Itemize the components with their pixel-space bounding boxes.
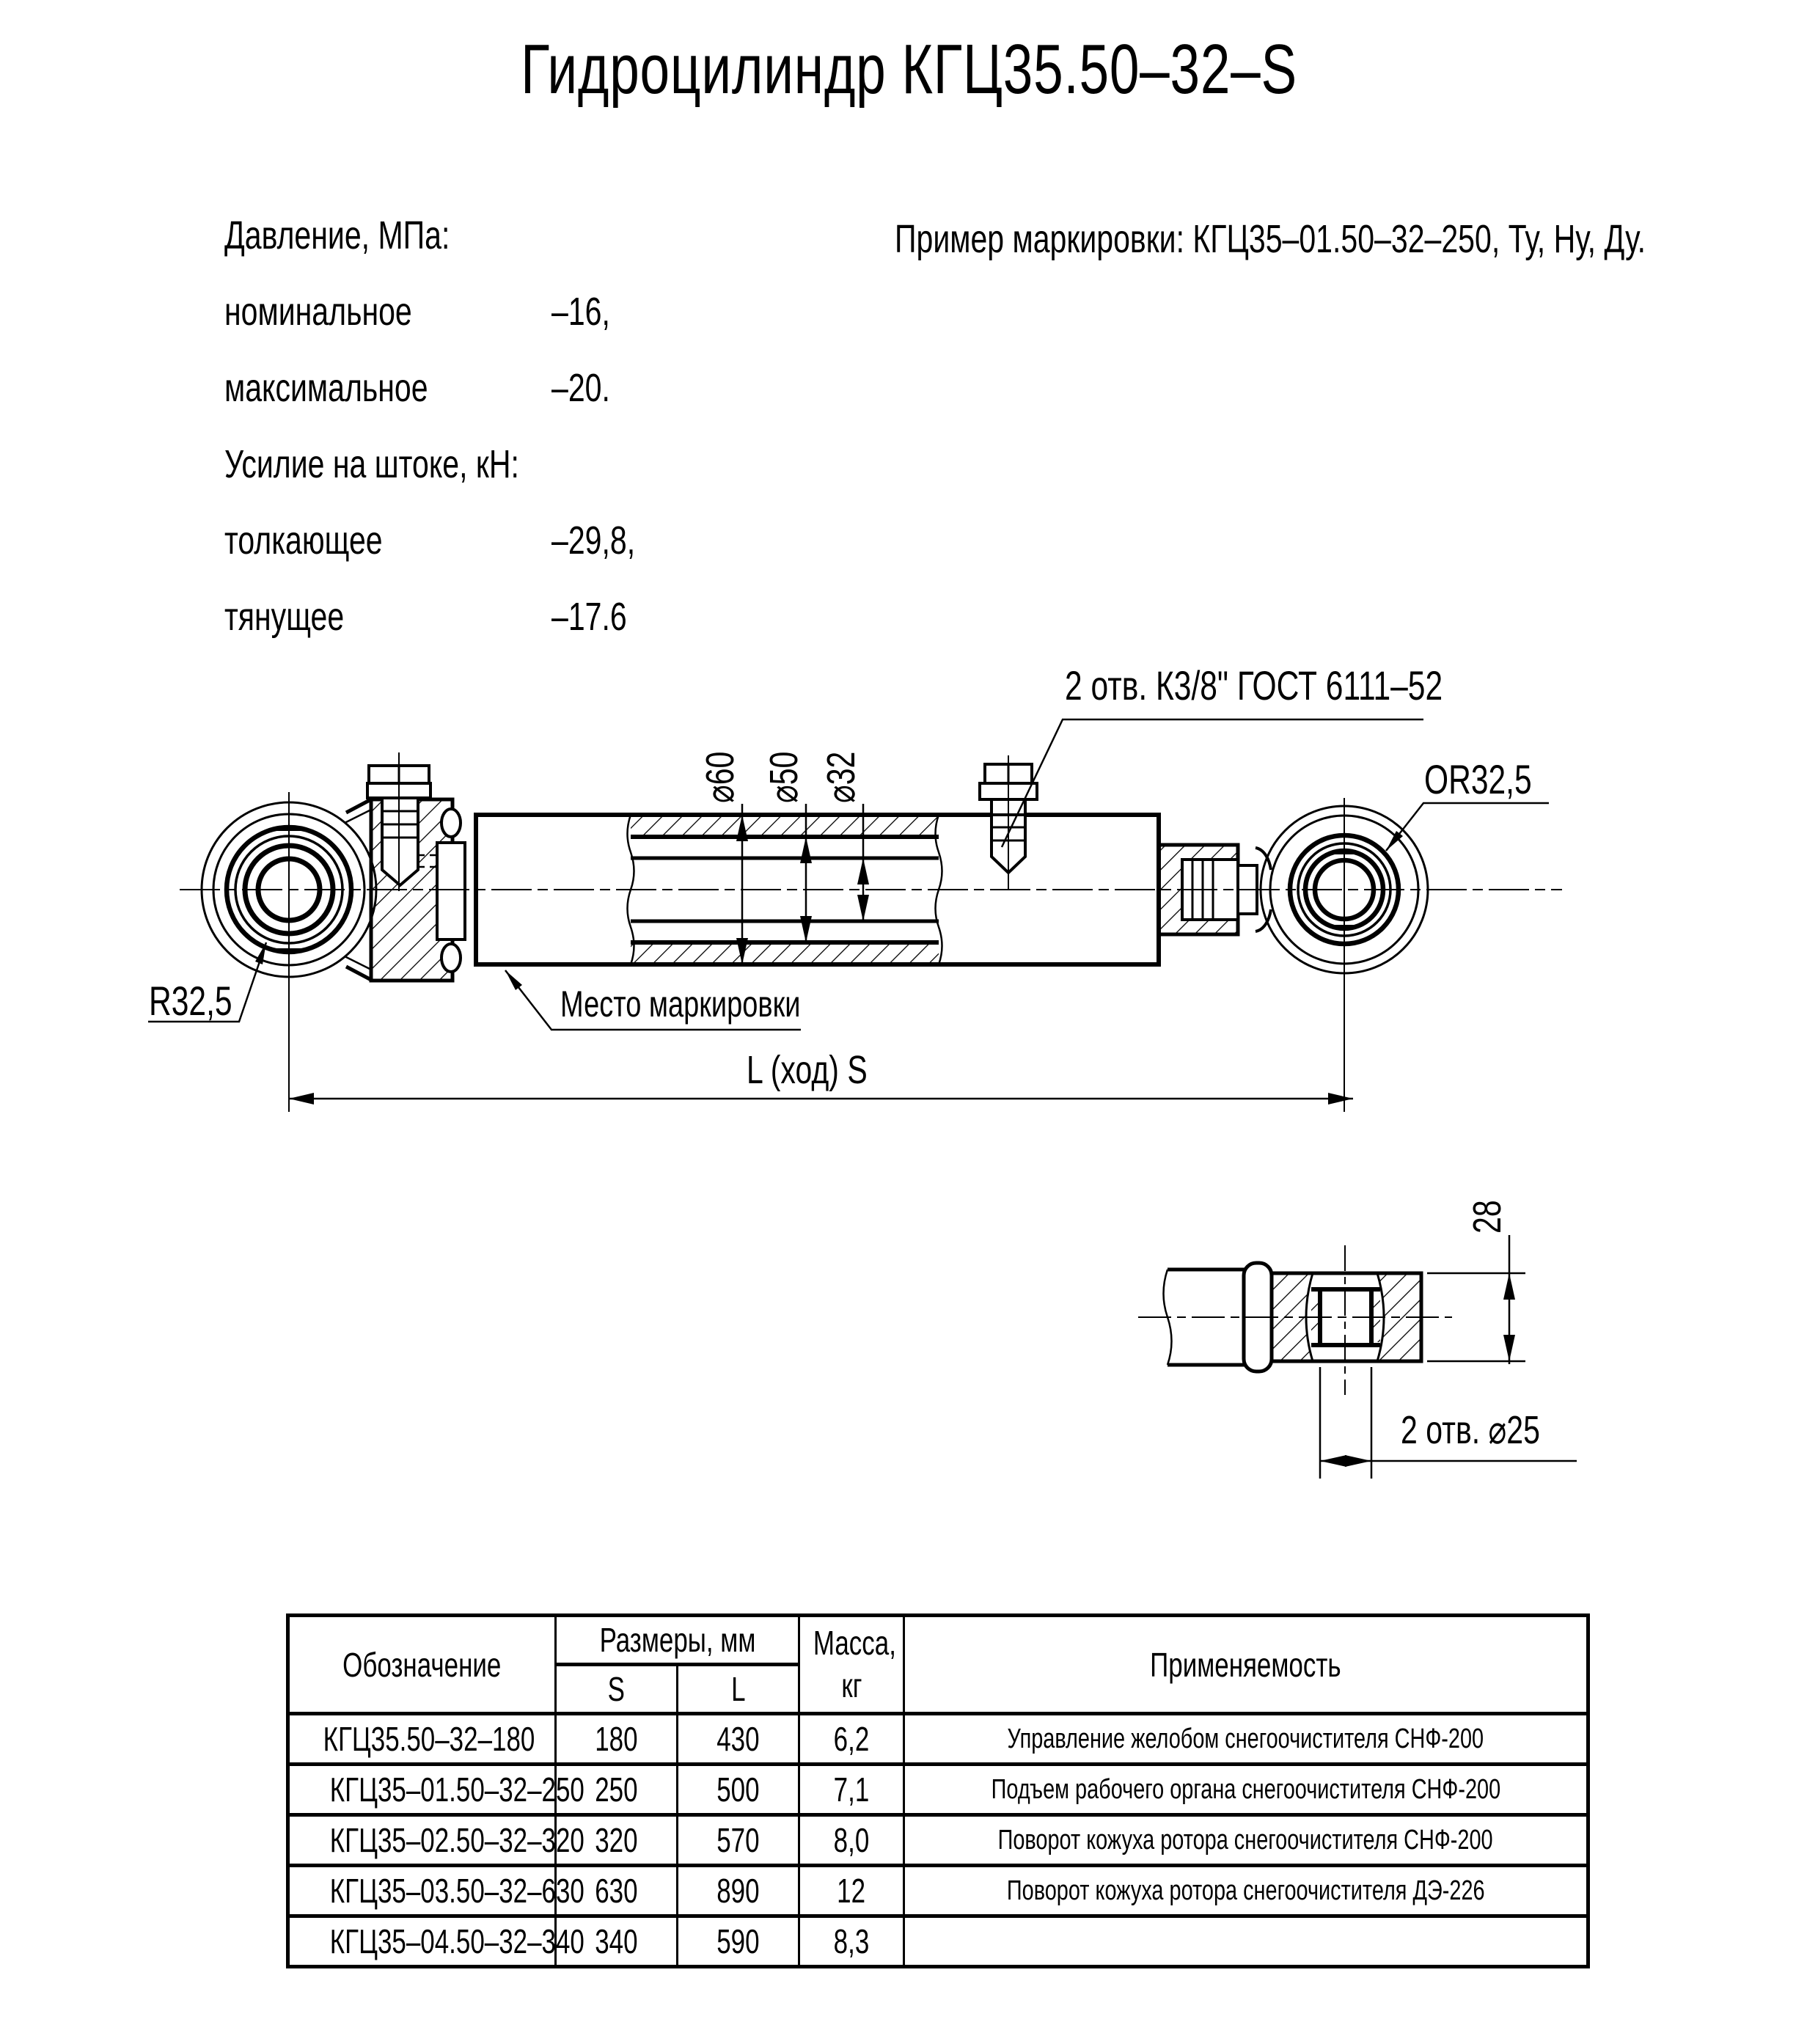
variants-table xyxy=(286,1613,1590,1968)
stroke-dim-label: L (ход) S xyxy=(746,1048,868,1092)
marking-example: Пример маркировки: КГЦ35–01.50–32–250, Ту, Ну, Ду. xyxy=(895,217,1646,261)
cell-application: Управление желобом снегоочистителя СНФ-200 xyxy=(904,1714,1588,1765)
cell-l: 570 xyxy=(678,1815,799,1866)
rod-eye-radius-label: R32,5 xyxy=(149,978,232,1024)
cell-l: 430 xyxy=(678,1714,799,1765)
spec-label: номинальное xyxy=(224,290,412,334)
stroke-dimension xyxy=(289,1093,1353,1105)
cell-s: 340 xyxy=(556,1916,678,1967)
cell-l: 500 xyxy=(678,1765,799,1815)
cell-designation: КГЦ35–02.50–32–320 xyxy=(288,1815,556,1866)
table-row xyxy=(288,1714,1588,1765)
head-eye-radius-label: OR32,5 xyxy=(1424,756,1532,802)
spec-label: толкающее xyxy=(224,519,383,563)
table-row xyxy=(288,1866,1588,1916)
dia50-label: ⌀50 xyxy=(762,751,806,803)
cell-application: Поворот кожуха ротора снегоочистителя СНФ-200 xyxy=(904,1815,1588,1866)
spec-row xyxy=(224,213,521,258)
cell-mass: 12 xyxy=(799,1866,904,1916)
page-title: Гидроцилиндр КГЦ35.50–32–S xyxy=(521,30,1297,109)
col-header-dimensions: Размеры, мм xyxy=(556,1616,799,1665)
table-row xyxy=(288,1815,1588,1866)
spec-value: –16, xyxy=(551,290,610,334)
eye-width-label: 28 xyxy=(1465,1200,1509,1234)
spec-value: –20. xyxy=(551,366,610,410)
cell-mass: 8,3 xyxy=(799,1916,904,1967)
dia32-label: ⌀32 xyxy=(819,751,863,803)
cell-designation: КГЦ35.50–32–180 xyxy=(288,1714,556,1765)
cell-mass: 8,0 xyxy=(799,1815,904,1866)
spec-label: Усилие на штоке, кН: xyxy=(224,442,519,486)
eye-holes-label: 2 отв. ⌀25 xyxy=(1401,1408,1540,1452)
spec-row xyxy=(224,442,612,487)
col-header-s: S xyxy=(556,1665,678,1714)
col-header-l: L xyxy=(678,1665,799,1714)
spec-row xyxy=(224,289,610,334)
port-note-label: 2 отв. К3/8" ГОСТ 6111–52 xyxy=(1065,662,1443,708)
cell-mass: 7,1 xyxy=(799,1765,904,1815)
cell-s: 250 xyxy=(556,1765,678,1815)
marking-place-label: Место маркировки xyxy=(560,983,801,1025)
cell-application: Подъем рабочего органа снегоочистителя СНФ-200 xyxy=(904,1765,1588,1815)
spec-row xyxy=(224,594,627,640)
cell-s: 630 xyxy=(556,1866,678,1916)
spec-row xyxy=(224,518,636,563)
col-header-mass: Масса, кг xyxy=(799,1616,904,1714)
spec-label: Давление, МПа: xyxy=(224,213,450,257)
table-row xyxy=(288,1765,1588,1815)
cell-application: Поворот кожуха ротора снегоочистителя ДЭ-226 xyxy=(904,1866,1588,1916)
spec-value: –29,8, xyxy=(551,519,636,563)
cell-designation: КГЦ35–04.50–32–340 xyxy=(288,1916,556,1967)
dia60-label: ⌀60 xyxy=(698,751,742,803)
cell-designation: КГЦ35–03.50–32–630 xyxy=(288,1866,556,1916)
col-header-application: Применяемость xyxy=(904,1616,1588,1714)
eye-width-dimension xyxy=(1427,1235,1525,1364)
cell-l: 890 xyxy=(678,1866,799,1916)
cell-s: 320 xyxy=(556,1815,678,1866)
cell-l: 590 xyxy=(678,1916,799,1967)
col-header-designation: Обозначение xyxy=(288,1616,556,1714)
spec-label: максимальное xyxy=(224,366,428,410)
cell-designation: КГЦ35–01.50–32–250 xyxy=(288,1765,556,1815)
spec-row xyxy=(224,365,610,411)
spec-value: –17.6 xyxy=(551,595,627,639)
cell-application xyxy=(904,1916,1588,1967)
table-row xyxy=(288,1916,1588,1967)
cell-mass: 6,2 xyxy=(799,1714,904,1765)
cell-s: 180 xyxy=(556,1714,678,1765)
spec-label: тянущее xyxy=(224,595,345,639)
